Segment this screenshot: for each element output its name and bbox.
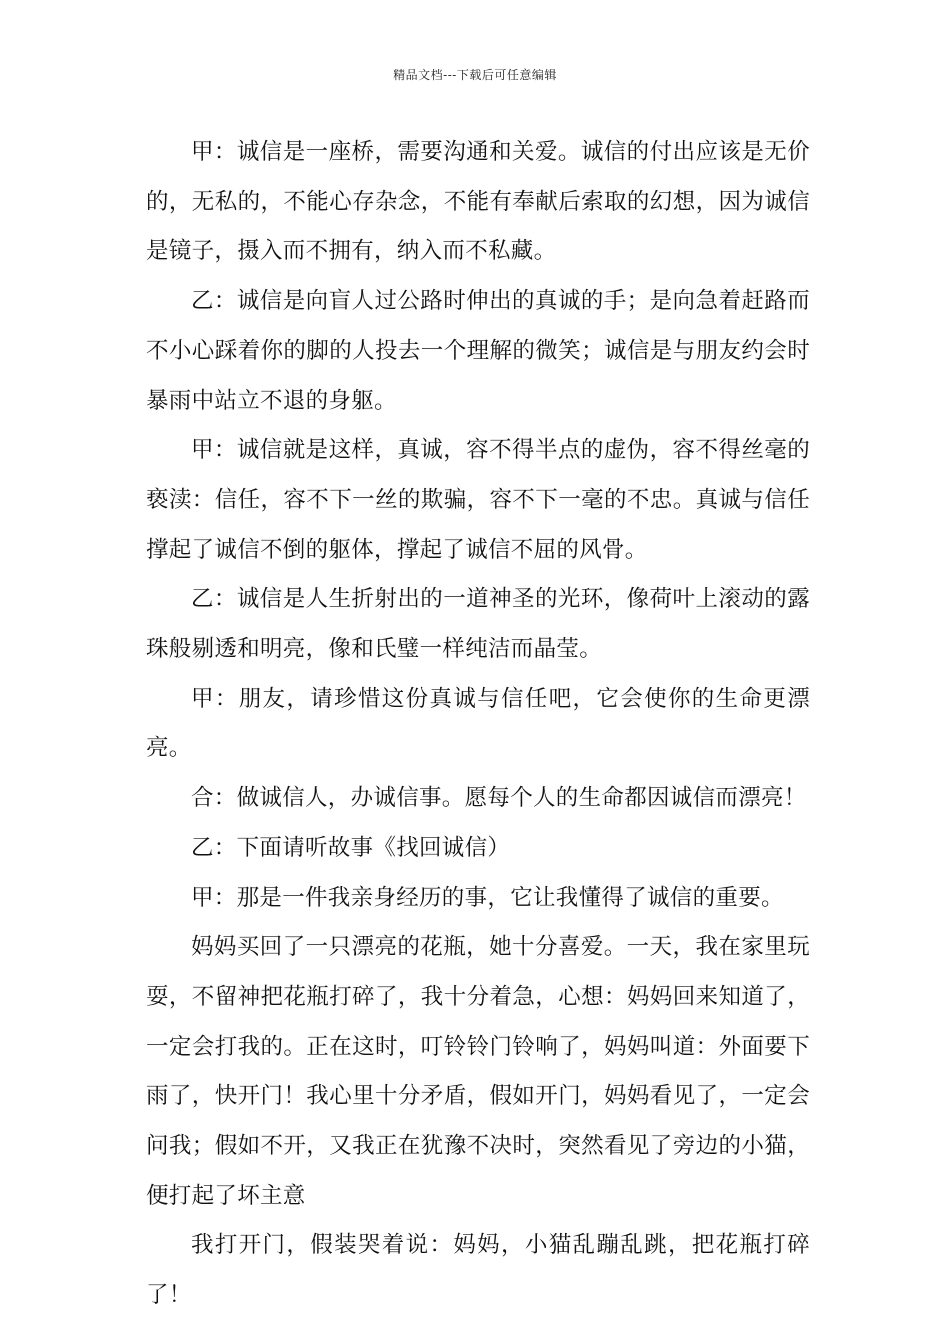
paragraph: 乙：下面请听故事《找回诚信） xyxy=(191,834,511,861)
paragraph: 甲：诚信就是这样，真诚，容不得半点的虚伪，容不得丝毫的亵渎：信任，容不下一丝的欺骗，容不下一毫的不忠。真诚与信任撑起了诚信不倒的躯体，撑起了诚信不屈的风骨。 xyxy=(146,437,810,563)
paragraph: 我打开门，假装哭着说：妈妈，小猫乱蹦乱跳，把花瓶打碎了！ xyxy=(146,1232,810,1309)
document-body xyxy=(146,128,810,1321)
paragraph: 乙：诚信是人生折射出的一道神圣的光环，像荷叶上滚动的露珠般剔透和明亮，像和氏璧一样纯洁而晶莹。 xyxy=(146,586,810,663)
paragraph: 甲：朋友，请珍惜这份真诚与信任吧，它会使你的生命更漂亮。 xyxy=(146,685,810,762)
paragraph: 甲：那是一件我亲身经历的事，它让我懂得了诚信的重要。 xyxy=(191,884,784,911)
paragraph: 合：做诚信人，办诚信事。愿每个人的生命都因诚信而漂亮！ xyxy=(191,785,807,812)
paragraph: 乙：诚信是向盲人过公路时伸出的真诚的手；是向急着赶路而不小心踩着你的脚的人投去一个理解的微笑；诚信是与朋友约会时暴雨中站立不退的身躯。 xyxy=(146,288,810,414)
page-header: 精品文档---下载后可任意编辑 xyxy=(393,68,557,82)
paragraph: 甲：诚信是一座桥，需要沟通和关爱。诚信的付出应该是无价的，无私的，不能心存杂念，不能有奉献后索取的幻想，因为诚信是镜子，摄入而不拥有，纳入而不私藏。 xyxy=(146,139,810,265)
paragraph: 妈妈买回了一只漂亮的花瓶，她十分喜爱。一天，我在家里玩耍，不留神把花瓶打碎了，我十分着急，心想：妈妈回来知道了，一定会打我的。正在这时，叮铃铃门铃响了，妈妈叫道：外面要下雨了，快开门！我心里十分矛盾，假如开门，妈妈看见了，一定会问我；假如不开，又我正在犹豫不决时，突然看见了旁边的小猫，便打起了坏主意 xyxy=(146,934,810,1209)
